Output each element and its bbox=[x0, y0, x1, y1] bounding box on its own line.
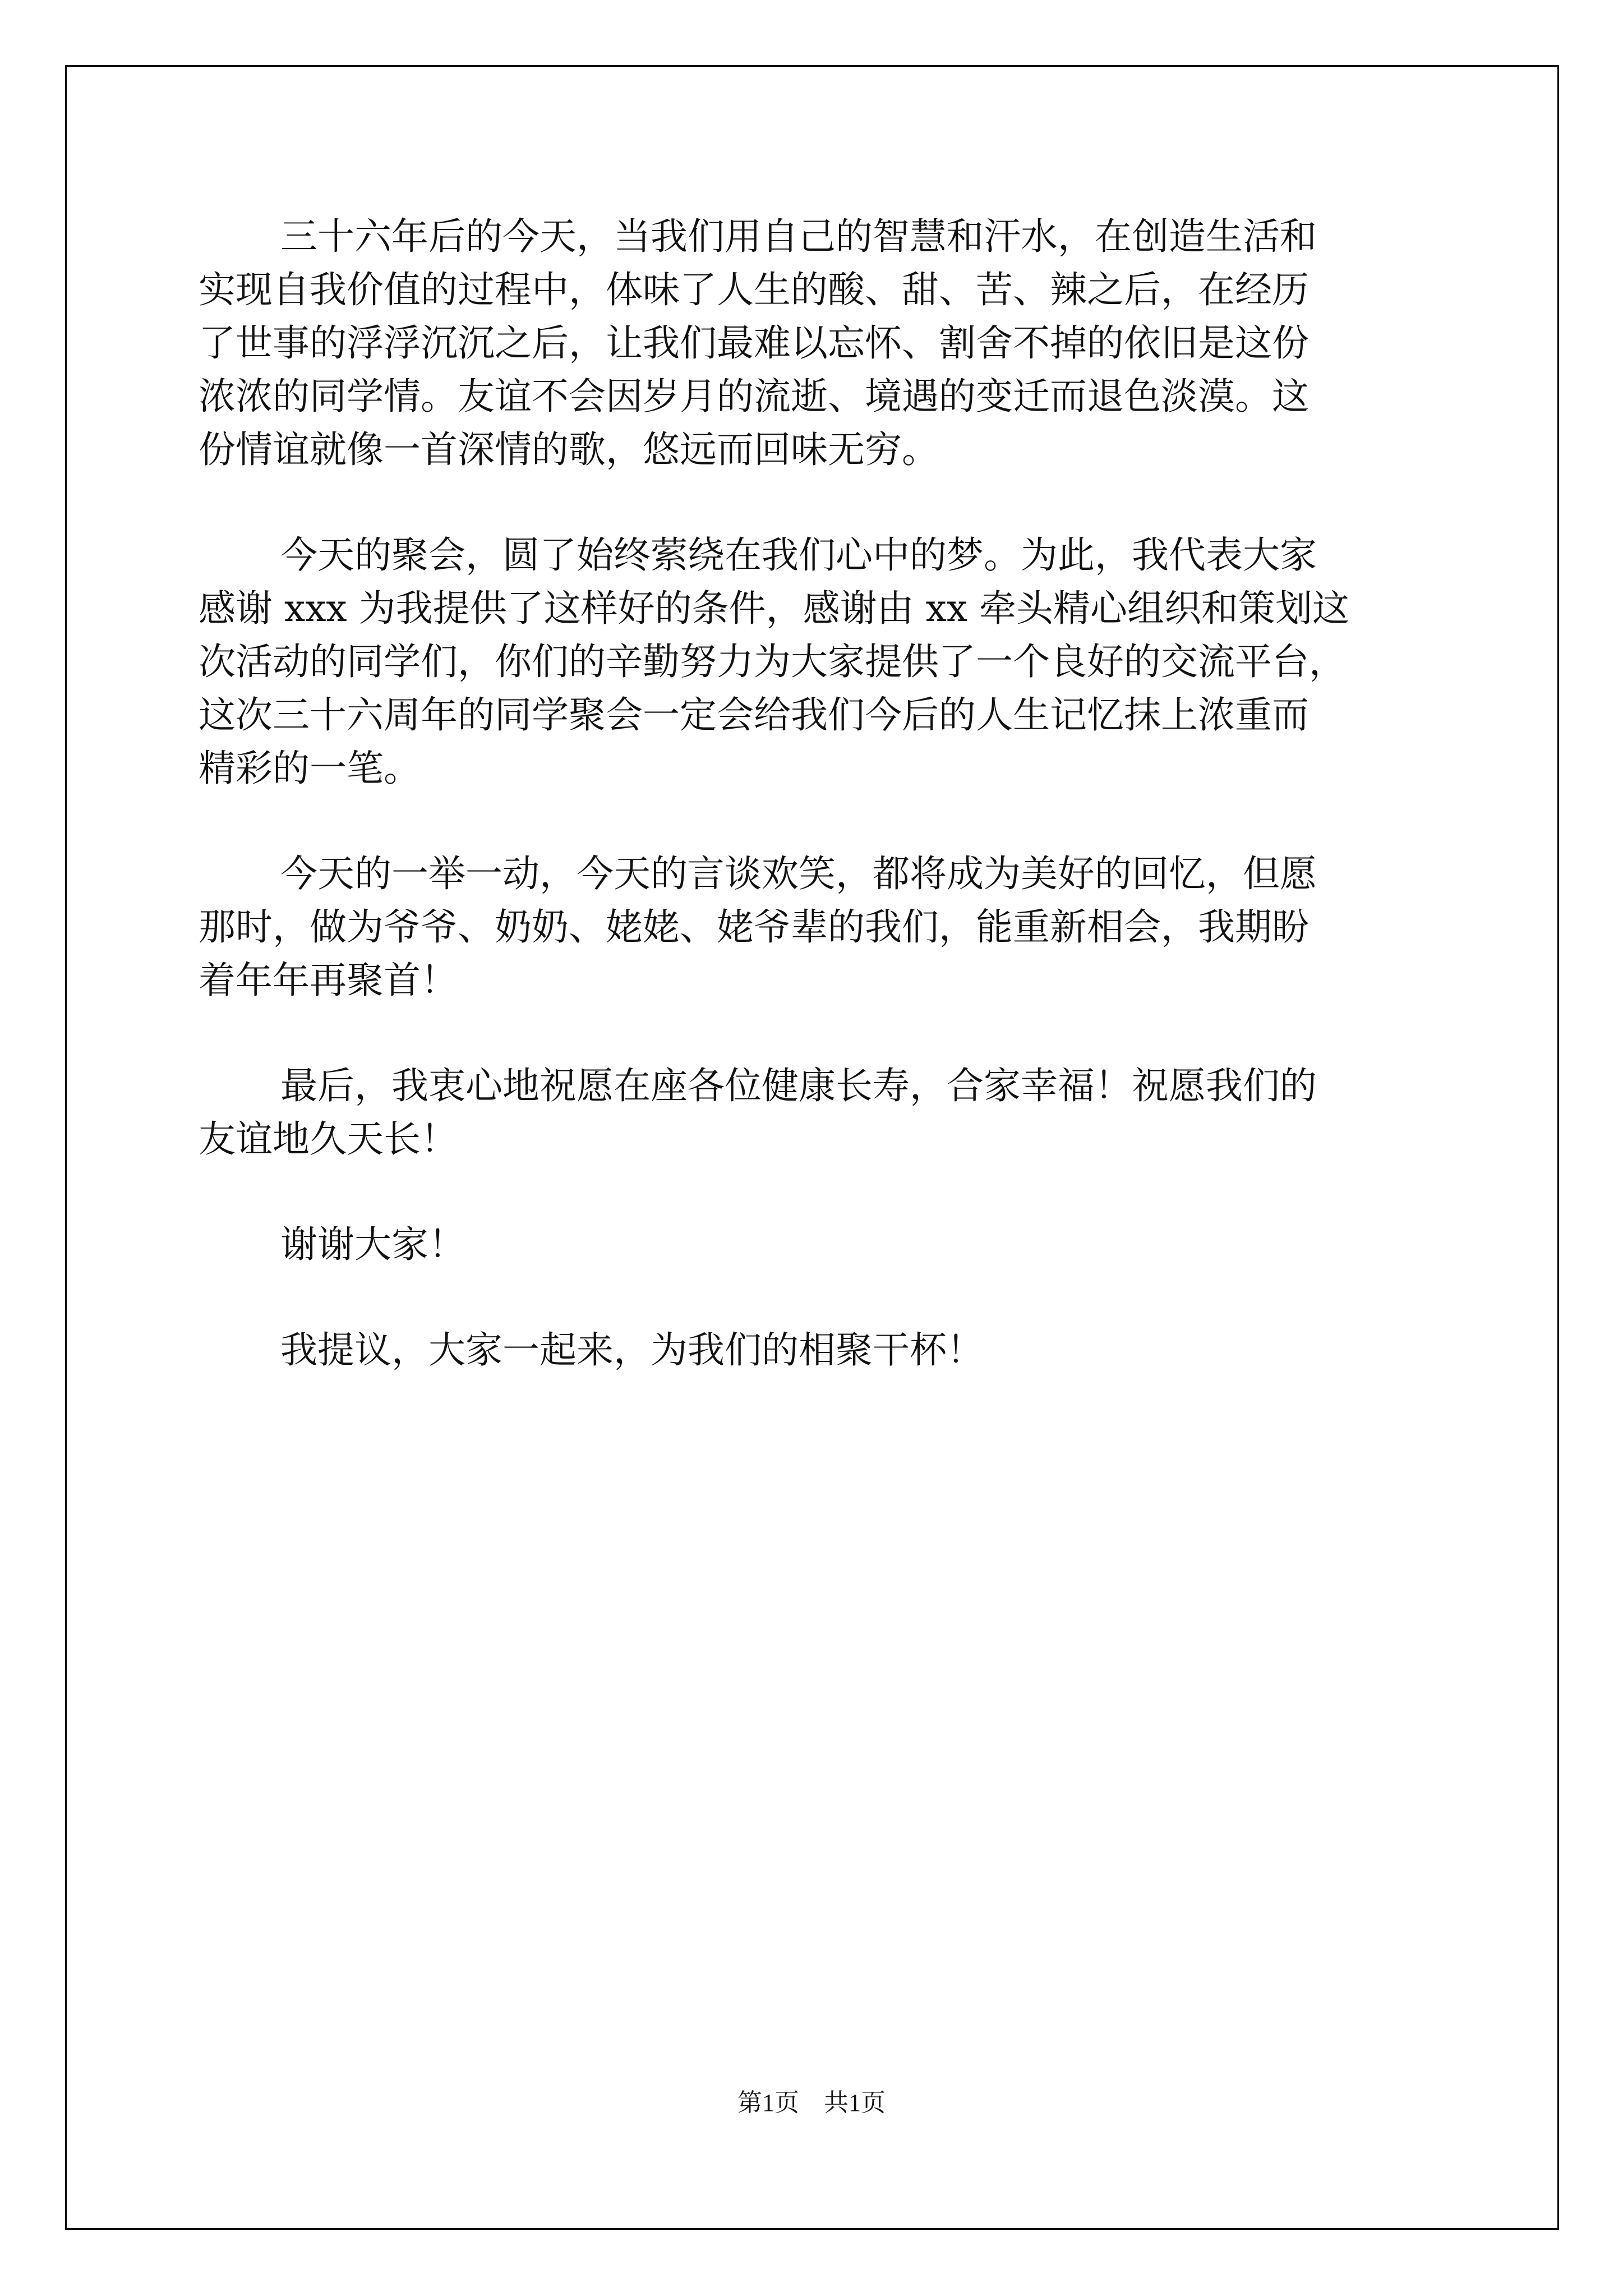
text-line: 精彩的一笔。 bbox=[199, 747, 421, 790]
text-line: 了世事的浮浮沉沉之后，让我们最难以忘怀、割舍不掉的依旧是这份 bbox=[199, 321, 1309, 365]
paragraph bbox=[199, 847, 1488, 1007]
document-body bbox=[199, 210, 1488, 1377]
text-line: 着年年再聚首！ bbox=[199, 959, 458, 1002]
text-line: 感谢 xxx 为我提供了这样好的条件，感谢由 xx 牵头精心组织和策划这 bbox=[199, 587, 1350, 630]
text-line: 份情谊就像一首深情的歌，悠远而回味无穷。 bbox=[199, 428, 939, 471]
text-line: 最后，我衷心地祝愿在座各位健康长寿，合家幸福！祝愿我们的 bbox=[280, 1064, 1317, 1107]
paragraph bbox=[199, 1323, 1488, 1377]
paragraph bbox=[199, 1218, 1488, 1271]
text-line: 我提议，大家一起来，为我们的相聚干杯！ bbox=[280, 1328, 984, 1372]
text-line: 今天的一举一动，今天的言谈欢笑，都将成为美好的回忆，但愿 bbox=[280, 852, 1317, 895]
paragraph bbox=[199, 210, 1488, 476]
paragraph bbox=[199, 1059, 1488, 1166]
text-line: 谢谢大家！ bbox=[280, 1223, 465, 1266]
text-line: 那时，做为爷爷、奶奶、姥姥、姥爷辈的我们，能重新相会，我期盼 bbox=[199, 905, 1309, 949]
text-line: 实现自我价值的过程中，体味了人生的酸、甜、苦、辣之后，在经历 bbox=[199, 268, 1309, 311]
text-line: 这次三十六周年的同学聚会一定会给我们今后的人生记忆抹上浓重而 bbox=[199, 693, 1309, 737]
text-line: 三十六年后的今天，当我们用自己的智慧和汗水，在创造生活和 bbox=[280, 215, 1317, 258]
text-line: 友谊地久天长！ bbox=[199, 1117, 458, 1161]
text-line: 浓浓的同学情。友谊不会因岁月的流逝、境遇的变迁而退色淡漠。这 bbox=[199, 375, 1309, 418]
paragraph bbox=[199, 528, 1488, 795]
text-line: 次活动的同学们，你们的辛勤努力为大家提供了一个良好的交流平台， bbox=[199, 640, 1346, 683]
page-number-footer: 第1页 共1页 bbox=[737, 2089, 886, 2116]
text-line: 今天的聚会，圆了始终萦绕在我们心中的梦。为此，我代表大家 bbox=[280, 533, 1317, 577]
